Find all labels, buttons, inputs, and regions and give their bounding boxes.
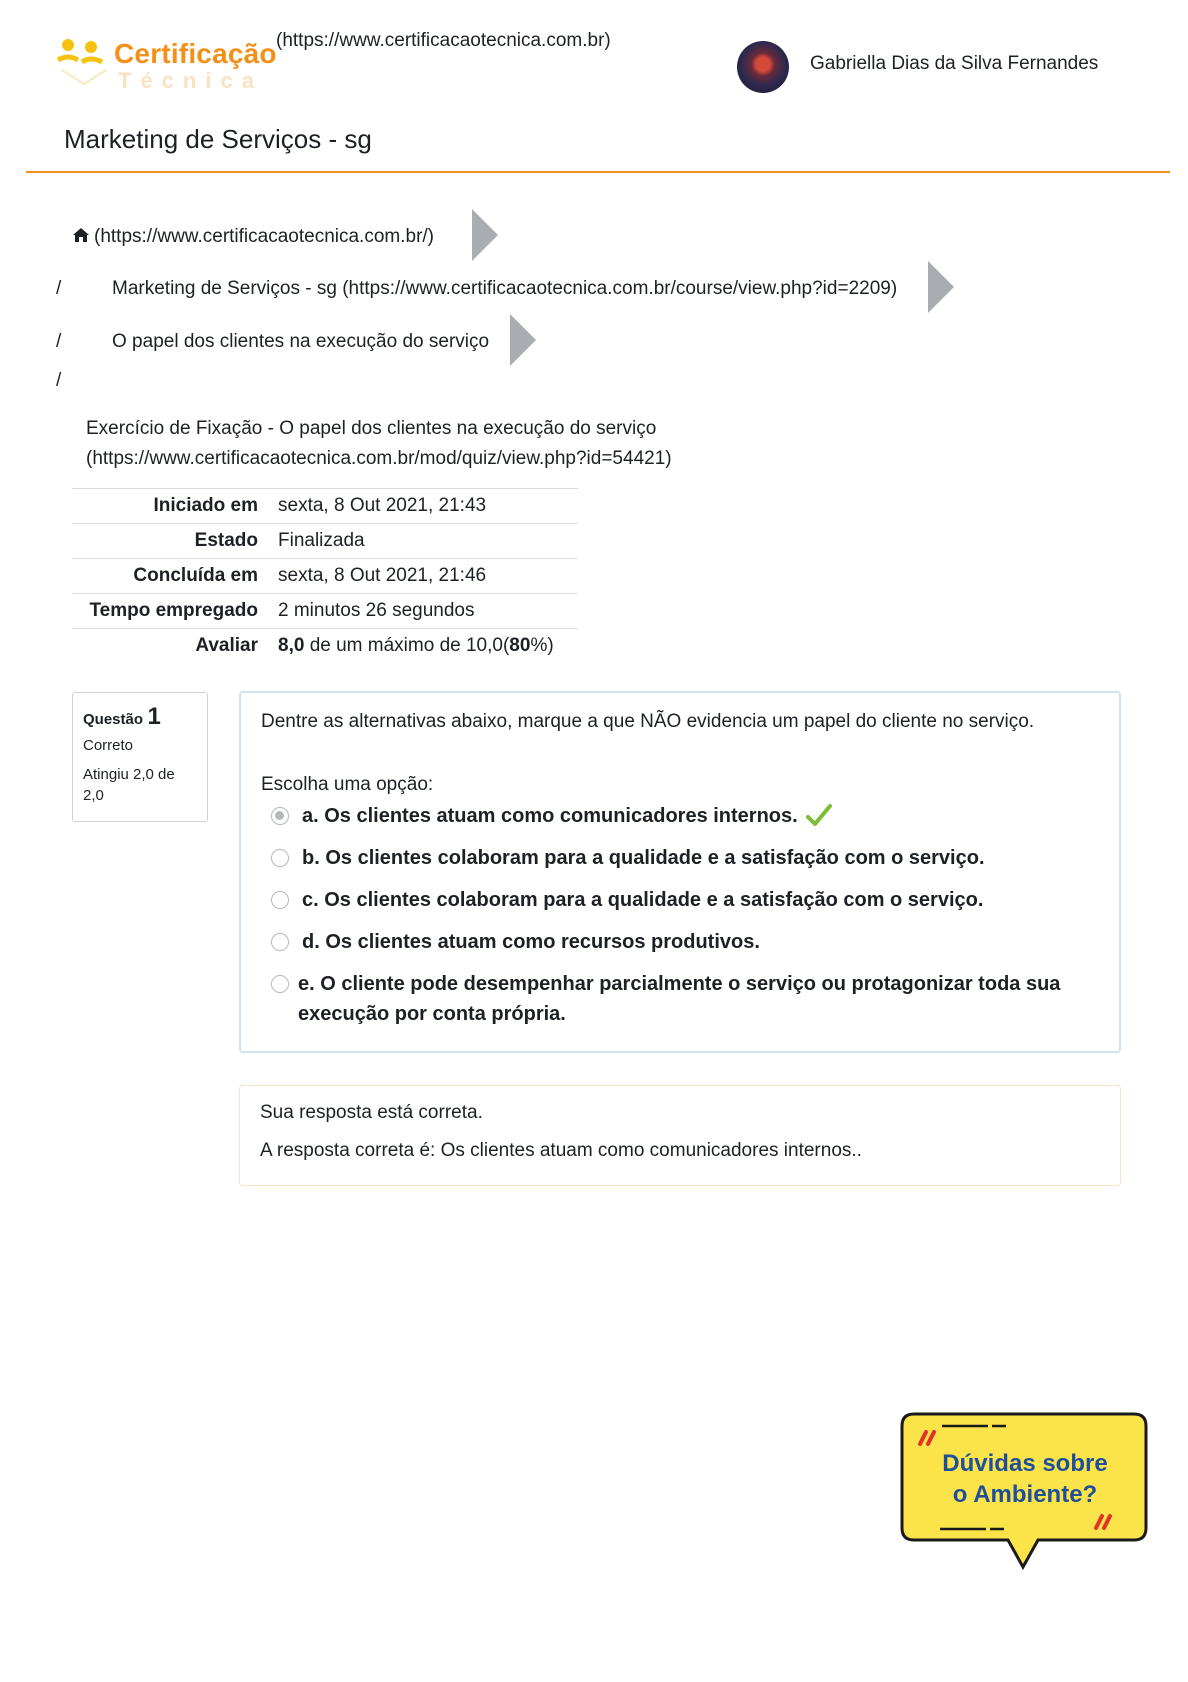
grade-max: de um máximo de 10,0( (304, 635, 510, 656)
option-d[interactable] (271, 927, 760, 957)
option-text-cont: execução por conta própria. (298, 1003, 566, 1025)
summary-row (72, 559, 578, 594)
radio[interactable] (271, 891, 289, 909)
site-url-link[interactable]: (https://www.certificacaotecnica.com.br) (276, 30, 611, 51)
question-content (239, 691, 1121, 1053)
feedback-correct-answer: A resposta correta é: Os clientes atuam como comunicadores internos.. (260, 1140, 862, 1161)
header-divider (26, 171, 1170, 173)
summary-label: Concluída em (72, 559, 278, 594)
summary-value: sexta, 8 Out 2021, 21:46 (278, 559, 578, 594)
radio[interactable] (271, 933, 289, 951)
option-a[interactable] (271, 801, 832, 831)
correct-check-icon (806, 804, 832, 828)
option-e[interactable] (271, 969, 1060, 1029)
question-prompt: Escolha uma opção: (261, 774, 434, 795)
logo-text: Certificação (114, 38, 277, 69)
grade-value (278, 629, 578, 664)
option-text: c. Os clientes colaboram para a qualidade e a satisfação com o serviço. (302, 889, 984, 911)
logo-people-icon (56, 36, 116, 92)
option-text: b. Os clientes colaboram para a qualidade e a satisfação com o serviço. (302, 847, 985, 869)
breadcrumb-home[interactable] (72, 226, 434, 248)
breadcrumb-quiz-title: Exercício de Fixação - O papel dos clientes na execução do serviço (86, 418, 657, 439)
help-text-line2: o Ambiente? (952, 1481, 1098, 1508)
home-icon (72, 227, 90, 243)
question-points: Atingiu 2,0 de 2,0 (83, 766, 175, 804)
breadcrumb-home-label: (https://www.certificacaotecnica.com.br/) (94, 226, 434, 247)
help-text-line1: Dúvidas sobre (942, 1450, 1108, 1477)
grade-end: %) (530, 635, 554, 656)
breadcrumb-separator: / (56, 331, 62, 352)
summary-row-grade (72, 629, 578, 664)
question-label: Questão (83, 711, 144, 728)
summary-value: 2 minutos 26 segundos (278, 594, 578, 629)
radio[interactable] (271, 849, 289, 867)
summary-row (72, 489, 578, 524)
breadcrumb-separator: / (56, 278, 62, 299)
grade-percent: 80 (509, 635, 531, 656)
question-text: Dentre as alternativas abaixo, marque a que NÃO evidencia um papel do cliente no serviço. (261, 711, 1035, 732)
option-text: a. Os clientes atuam como comunicadores internos. (302, 805, 798, 827)
question-status: Correto (83, 737, 134, 754)
summary-label: Estado (72, 524, 278, 559)
radio-selected[interactable] (271, 807, 289, 825)
summary-value: Finalizada (278, 524, 578, 559)
question-number: 1 (147, 703, 161, 730)
option-b[interactable] (271, 843, 985, 873)
radio[interactable] (271, 975, 289, 993)
site-logo[interactable] (56, 36, 277, 93)
breadcrumb-arrow-icon (928, 261, 954, 313)
user-name[interactable]: Gabriella Dias da Silva Fernandes (810, 53, 1099, 74)
summary-row (72, 594, 578, 629)
summary-label: Iniciado em (72, 489, 278, 524)
summary-value: sexta, 8 Out 2021, 21:43 (278, 489, 578, 524)
breadcrumb-quiz-url: (https://www.certificacaotecnica.com.br/mod/quiz/view.php?id=54421) (86, 448, 672, 469)
option-c[interactable] (271, 885, 983, 915)
option-text: e. O cliente pode desempenhar parcialmente o serviço ou protagonizar toda sua (298, 973, 1061, 995)
breadcrumb-topic[interactable]: O papel dos clientes na execução do serviço (112, 331, 490, 352)
summary-label: Tempo empregado (72, 594, 278, 629)
breadcrumb-arrow-icon (510, 314, 536, 366)
option-text: d. Os clientes atuam como recursos produtivos. (302, 931, 760, 953)
breadcrumb-arrow-icon (472, 209, 498, 261)
grade-label: Avaliar (72, 629, 278, 664)
attempt-summary-table (72, 488, 578, 663)
feedback-box (239, 1085, 1121, 1186)
question-info-box (72, 692, 208, 822)
logo-subtext: Técnica (118, 68, 263, 93)
avatar[interactable] (737, 41, 789, 93)
page-title: Marketing de Serviços - sg (64, 124, 372, 154)
feedback-status: Sua resposta está correta. (260, 1102, 483, 1123)
grade-score: 8,0 (278, 635, 305, 656)
help-bubble-button[interactable] (900, 1412, 1150, 1572)
breadcrumb-course[interactable]: Marketing de Serviços - sg (https://www.certificacaotecnica.com.br/course/view.php?id=2209) (112, 278, 898, 299)
summary-row (72, 524, 578, 559)
breadcrumb-quiz[interactable] (86, 414, 672, 474)
breadcrumb-separator: / (56, 370, 62, 391)
